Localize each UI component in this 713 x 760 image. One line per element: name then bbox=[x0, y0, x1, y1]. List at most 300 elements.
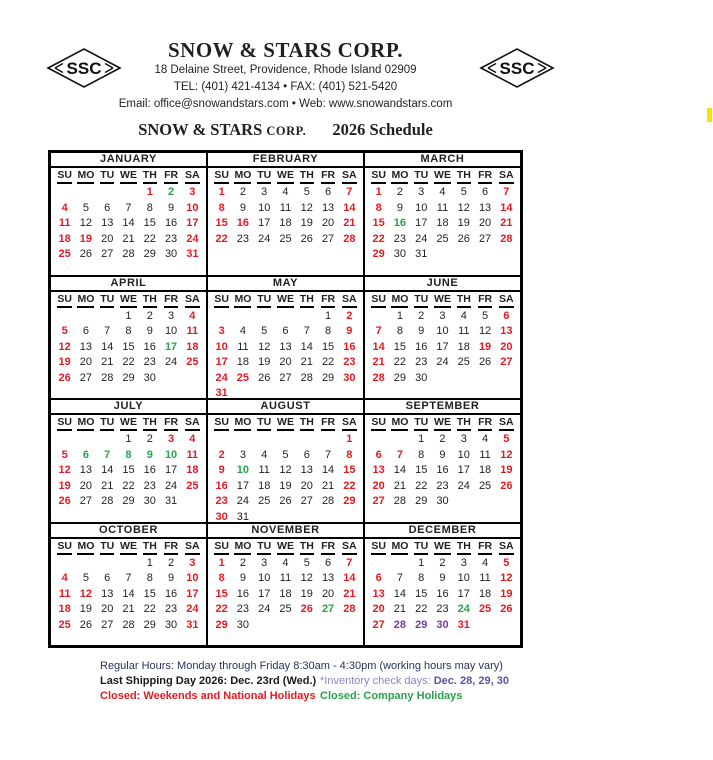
month-title: AUGUST bbox=[208, 400, 363, 415]
day-cell: 10 bbox=[415, 201, 428, 214]
weekday-label: WE bbox=[434, 540, 451, 555]
day-cell: 2 bbox=[439, 433, 446, 445]
day-cell: 11 bbox=[436, 201, 449, 214]
weekday-label: SA bbox=[342, 169, 357, 184]
day-cell: 30 bbox=[215, 510, 228, 523]
day-cell: 15 bbox=[321, 340, 335, 353]
day-cell: 26 bbox=[478, 356, 492, 368]
day-cell: 9 bbox=[239, 201, 246, 214]
weekday-label: WE bbox=[277, 540, 294, 555]
day-cell: 1 bbox=[346, 433, 353, 445]
weekday-header-row bbox=[51, 539, 206, 555]
day-cell: 22 bbox=[122, 356, 135, 368]
day-cell: 10 bbox=[258, 572, 271, 584]
day-cell: 13 bbox=[101, 217, 114, 229]
weekday-label: WE bbox=[120, 169, 137, 184]
day-cell: 21 bbox=[393, 603, 407, 615]
day-cell: 27 bbox=[321, 603, 335, 615]
day-cell: 30 bbox=[393, 248, 407, 260]
day-cell: 26 bbox=[79, 618, 93, 631]
day-cell: 18 bbox=[236, 356, 250, 368]
weekday-label: TU bbox=[414, 293, 428, 308]
day-cell: 17 bbox=[236, 479, 250, 492]
weekday-header-row bbox=[208, 539, 363, 555]
day-cell: 24 bbox=[415, 232, 428, 245]
day-cell: 18 bbox=[279, 217, 292, 229]
day-cell: 12 bbox=[457, 201, 470, 214]
day-cell: 27 bbox=[101, 618, 114, 631]
day-cell: 27 bbox=[478, 232, 492, 245]
weekday-label: SU bbox=[214, 169, 229, 184]
empty-day-cell bbox=[97, 185, 118, 201]
day-cell: 1 bbox=[218, 186, 225, 198]
day-cell: 28 bbox=[393, 618, 407, 631]
month-day-grid bbox=[365, 184, 520, 275]
day-cell: 3 bbox=[261, 556, 268, 569]
day-cell: 23 bbox=[236, 603, 250, 615]
day-cell: 3 bbox=[189, 556, 196, 569]
day-cell: 3 bbox=[460, 556, 467, 569]
day-cell: 1 bbox=[146, 556, 153, 569]
day-cell: 7 bbox=[125, 572, 132, 584]
day-cell: 23 bbox=[393, 232, 407, 245]
schedule-title-corp: CORP. bbox=[266, 124, 307, 138]
day-cell: 1 bbox=[125, 433, 132, 445]
day-cell: 12 bbox=[478, 325, 492, 337]
day-cell: 26 bbox=[300, 232, 313, 245]
day-cell: 8 bbox=[418, 572, 425, 584]
day-cell: 7 bbox=[396, 572, 403, 584]
day-cell: 18 bbox=[478, 587, 492, 600]
day-cell: 15 bbox=[122, 340, 135, 353]
day-cell: 8 bbox=[396, 325, 403, 337]
weekday-label: TH bbox=[143, 540, 157, 555]
day-cell: 1 bbox=[146, 186, 153, 198]
day-cell: 23 bbox=[436, 603, 449, 615]
month-day-grid bbox=[365, 431, 520, 522]
empty-day-cell bbox=[296, 432, 317, 448]
empty-day-cell bbox=[368, 309, 389, 325]
month-day-grid bbox=[208, 308, 363, 400]
day-cell: 20 bbox=[321, 217, 335, 229]
month-title: MAY bbox=[208, 277, 363, 292]
day-cell: 26 bbox=[500, 603, 513, 615]
day-cell: 30 bbox=[436, 495, 449, 507]
weekday-label: SU bbox=[371, 293, 386, 308]
empty-day-cell bbox=[232, 309, 253, 325]
day-cell: 12 bbox=[500, 448, 513, 461]
weekday-label: WE bbox=[120, 416, 137, 431]
month-august bbox=[207, 399, 364, 523]
weekday-label: WE bbox=[434, 416, 451, 431]
day-cell: 3 bbox=[460, 433, 467, 445]
day-cell: 25 bbox=[436, 232, 449, 245]
day-cell: 4 bbox=[482, 433, 489, 445]
day-cell: 11 bbox=[58, 587, 71, 600]
weekday-label: SA bbox=[499, 416, 514, 431]
day-cell: 1 bbox=[325, 309, 332, 322]
weekday-label: SU bbox=[371, 540, 386, 555]
weekday-label: FR bbox=[478, 169, 492, 184]
day-cell: 12 bbox=[79, 587, 93, 600]
day-cell: 10 bbox=[457, 572, 470, 584]
day-cell: 18 bbox=[478, 464, 492, 476]
empty-day-cell bbox=[254, 309, 275, 325]
day-cell: 20 bbox=[321, 587, 335, 600]
day-cell: 5 bbox=[261, 325, 268, 337]
empty-day-cell bbox=[54, 556, 75, 572]
day-cell: 30 bbox=[343, 371, 356, 384]
weekday-label: TH bbox=[457, 169, 471, 184]
weekday-label: SA bbox=[185, 540, 200, 555]
last-shipping-note: Last Shipping Day 2026: Dec. 23rd (Wed.) bbox=[100, 675, 317, 687]
day-cell: 11 bbox=[258, 464, 270, 476]
day-cell: 4 bbox=[61, 572, 68, 584]
day-cell: 19 bbox=[79, 603, 93, 615]
day-cell: 20 bbox=[279, 356, 292, 368]
day-cell: 9 bbox=[239, 572, 246, 584]
day-cell: 6 bbox=[503, 309, 510, 322]
weekday-label: MO bbox=[391, 540, 408, 555]
day-cell: 29 bbox=[372, 248, 385, 260]
month-title: OCTOBER bbox=[51, 524, 206, 539]
day-cell: 1 bbox=[375, 186, 382, 198]
empty-day-cell bbox=[275, 432, 296, 448]
weekday-label: TH bbox=[457, 293, 471, 308]
day-cell: 8 bbox=[418, 448, 425, 461]
weekday-label: TH bbox=[300, 169, 314, 184]
month-title: JULY bbox=[51, 400, 206, 415]
day-cell: 28 bbox=[101, 495, 114, 507]
weekday-label: TH bbox=[300, 540, 314, 555]
weekday-label: FR bbox=[164, 169, 178, 184]
inventory-note bbox=[320, 674, 509, 689]
day-cell: 14 bbox=[343, 201, 356, 214]
day-cell: 9 bbox=[146, 325, 153, 337]
day-cell: 23 bbox=[164, 603, 178, 615]
day-cell: 28 bbox=[300, 371, 313, 384]
day-cell: 12 bbox=[258, 340, 271, 353]
inventory-days: Dec. 28, 29, 30 bbox=[430, 675, 509, 687]
day-cell: 28 bbox=[500, 232, 513, 245]
day-cell: 5 bbox=[61, 448, 68, 461]
month-title: NOVEMBER bbox=[208, 524, 363, 539]
day-cell: 9 bbox=[168, 201, 175, 214]
day-cell: 21 bbox=[300, 356, 313, 368]
day-cell: 19 bbox=[300, 217, 313, 229]
weekday-label: SA bbox=[342, 293, 357, 308]
weekday-label: SA bbox=[185, 293, 200, 308]
empty-day-cell bbox=[211, 432, 232, 448]
svg-text:SSC: SSC bbox=[499, 59, 535, 78]
month-march bbox=[364, 152, 521, 276]
day-cell: 6 bbox=[82, 448, 89, 461]
weekday-label: TU bbox=[100, 169, 114, 184]
empty-day-cell bbox=[75, 556, 96, 572]
day-cell: 5 bbox=[303, 556, 310, 569]
day-cell: 10 bbox=[186, 201, 199, 214]
weekday-label: SA bbox=[499, 540, 514, 555]
day-cell: 4 bbox=[482, 556, 489, 569]
day-cell: 24 bbox=[258, 232, 271, 245]
day-cell: 14 bbox=[101, 340, 114, 353]
weekday-label: SU bbox=[214, 293, 229, 308]
weekday-label: WE bbox=[434, 293, 451, 308]
day-cell: 26 bbox=[279, 495, 292, 507]
day-cell: 13 bbox=[372, 587, 385, 600]
day-cell: 3 bbox=[439, 309, 446, 322]
day-cell: 21 bbox=[122, 232, 135, 245]
day-cell: 28 bbox=[372, 371, 385, 384]
day-cell: 16 bbox=[343, 340, 356, 353]
empty-day-cell bbox=[97, 432, 118, 448]
weekday-label: TU bbox=[257, 293, 271, 308]
day-cell: 5 bbox=[503, 556, 510, 569]
day-cell: 9 bbox=[418, 325, 425, 337]
day-cell: 25 bbox=[58, 618, 71, 631]
day-cell: 24 bbox=[236, 495, 250, 507]
day-cell: 31 bbox=[215, 387, 228, 399]
empty-day-cell bbox=[368, 556, 389, 572]
month-april bbox=[50, 276, 207, 400]
day-cell: 7 bbox=[303, 325, 310, 337]
day-cell: 27 bbox=[79, 495, 93, 507]
day-cell: 23 bbox=[415, 356, 428, 368]
day-cell: 11 bbox=[479, 448, 491, 461]
day-cell: 25 bbox=[186, 479, 199, 492]
day-cell: 7 bbox=[396, 448, 403, 461]
empty-day-cell bbox=[97, 556, 118, 572]
day-cell: 16 bbox=[415, 340, 428, 353]
day-cell: 19 bbox=[500, 587, 513, 600]
day-cell: 4 bbox=[282, 186, 289, 198]
day-cell: 23 bbox=[143, 479, 156, 492]
day-cell: 13 bbox=[300, 464, 313, 476]
day-cell: 21 bbox=[500, 217, 513, 229]
day-cell: 10 bbox=[236, 464, 250, 476]
day-cell: 16 bbox=[436, 464, 449, 476]
day-cell: 25 bbox=[236, 371, 250, 384]
weekday-label: WE bbox=[277, 169, 294, 184]
day-cell: 30 bbox=[164, 618, 178, 631]
month-february bbox=[207, 152, 364, 276]
day-cell: 4 bbox=[439, 186, 446, 198]
weekday-label: FR bbox=[321, 293, 335, 308]
month-title: MARCH bbox=[365, 153, 520, 168]
day-cell: 21 bbox=[343, 587, 356, 600]
day-cell: 6 bbox=[325, 186, 332, 198]
weekday-header-row bbox=[51, 168, 206, 184]
day-cell: 1 bbox=[125, 309, 132, 322]
day-cell: 8 bbox=[218, 201, 225, 214]
weekday-label: TU bbox=[100, 540, 114, 555]
day-cell: 3 bbox=[168, 309, 175, 322]
weekday-label: SA bbox=[342, 416, 357, 431]
weekday-header-row bbox=[365, 539, 520, 555]
weekday-label: TU bbox=[257, 540, 271, 555]
weekday-label: MO bbox=[77, 293, 94, 308]
day-cell: 2 bbox=[168, 186, 175, 198]
weekday-label: TH bbox=[457, 540, 471, 555]
schedule-title-company: SNOW & STARS bbox=[138, 120, 263, 139]
day-cell: 12 bbox=[58, 340, 71, 353]
empty-day-cell bbox=[75, 185, 96, 201]
day-cell: 5 bbox=[61, 325, 68, 337]
day-cell: 4 bbox=[460, 309, 467, 322]
day-cell: 24 bbox=[186, 603, 199, 615]
month-day-grid bbox=[51, 431, 206, 522]
day-cell: 31 bbox=[236, 510, 250, 523]
day-cell: 10 bbox=[436, 325, 449, 337]
day-cell: 18 bbox=[436, 217, 449, 229]
weekday-label: SU bbox=[371, 416, 386, 431]
day-cell: 15 bbox=[215, 217, 228, 229]
weekday-label: MO bbox=[234, 416, 251, 431]
day-cell: 31 bbox=[457, 618, 470, 631]
weekday-label: FR bbox=[164, 293, 178, 308]
day-cell: 5 bbox=[503, 433, 510, 445]
day-cell: 16 bbox=[143, 464, 156, 476]
day-cell: 10 bbox=[215, 340, 228, 353]
day-cell: 17 bbox=[215, 356, 228, 368]
day-cell: 27 bbox=[279, 371, 292, 384]
day-cell: 4 bbox=[189, 433, 196, 445]
day-cell: 6 bbox=[325, 556, 332, 569]
day-cell: 22 bbox=[415, 603, 428, 615]
day-cell: 17 bbox=[457, 464, 470, 476]
empty-day-cell bbox=[118, 556, 139, 572]
day-cell: 12 bbox=[300, 201, 313, 214]
day-cell: 26 bbox=[457, 232, 470, 245]
day-cell: 6 bbox=[375, 448, 382, 461]
day-cell: 12 bbox=[79, 217, 93, 229]
day-cell: 7 bbox=[503, 186, 510, 198]
day-cell: 21 bbox=[372, 356, 385, 368]
day-cell: 29 bbox=[143, 248, 156, 260]
day-cell: 13 bbox=[478, 201, 492, 214]
day-cell: 26 bbox=[300, 603, 313, 615]
day-cell: 24 bbox=[164, 479, 178, 492]
weekday-label: SU bbox=[214, 540, 229, 555]
day-cell: 22 bbox=[143, 603, 156, 615]
day-cell: 1 bbox=[418, 556, 425, 569]
weekday-label: WE bbox=[434, 169, 451, 184]
day-cell: 21 bbox=[321, 479, 335, 492]
day-cell: 19 bbox=[58, 356, 71, 368]
day-cell: 8 bbox=[346, 448, 353, 461]
empty-day-cell bbox=[118, 185, 139, 201]
weekday-label: MO bbox=[77, 416, 94, 431]
day-cell: 13 bbox=[79, 464, 93, 476]
day-cell: 14 bbox=[101, 464, 114, 476]
day-cell: 24 bbox=[186, 232, 199, 245]
empty-day-cell bbox=[75, 309, 96, 325]
weekday-label: TU bbox=[257, 416, 271, 431]
company-name: SNOW & STARS CORP. bbox=[168, 38, 403, 62]
month-title: JUNE bbox=[365, 277, 520, 292]
day-cell: 1 bbox=[218, 556, 225, 569]
day-cell: 28 bbox=[122, 248, 135, 260]
closed-national-note: Closed: Weekends and National Holidays bbox=[100, 690, 316, 702]
weekday-label: TH bbox=[143, 416, 157, 431]
day-cell: 27 bbox=[79, 371, 93, 384]
day-cell: 23 bbox=[215, 495, 228, 507]
weekday-label: TU bbox=[414, 169, 428, 184]
day-cell: 15 bbox=[143, 587, 156, 600]
day-cell: 14 bbox=[321, 464, 335, 476]
day-cell: 18 bbox=[58, 603, 71, 615]
day-cell: 15 bbox=[415, 464, 428, 476]
day-cell: 30 bbox=[415, 371, 428, 384]
day-cell: 23 bbox=[164, 232, 178, 245]
weekday-label: FR bbox=[478, 416, 492, 431]
day-cell: 25 bbox=[58, 248, 71, 260]
day-cell: 11 bbox=[186, 325, 199, 337]
day-cell: 17 bbox=[436, 340, 449, 353]
day-cell: 29 bbox=[415, 618, 428, 631]
day-cell: 20 bbox=[300, 479, 313, 492]
weekday-header-row bbox=[365, 292, 520, 308]
scan-artifact bbox=[707, 108, 712, 122]
weekday-label: MO bbox=[234, 540, 251, 555]
month-september bbox=[364, 399, 521, 523]
day-cell: 22 bbox=[143, 232, 156, 245]
day-cell: 27 bbox=[101, 248, 114, 260]
day-cell: 12 bbox=[58, 464, 71, 476]
weekday-header-row bbox=[208, 292, 363, 308]
weekday-label: WE bbox=[277, 416, 294, 431]
day-cell: 8 bbox=[218, 572, 225, 584]
ssc-diamond-logo-right bbox=[479, 46, 555, 90]
day-cell: 18 bbox=[457, 340, 470, 353]
day-cell: 13 bbox=[321, 572, 335, 584]
empty-day-cell bbox=[54, 309, 75, 325]
weekday-label: FR bbox=[164, 540, 178, 555]
empty-day-cell bbox=[296, 309, 317, 325]
day-cell: 11 bbox=[58, 217, 71, 229]
day-cell: 1 bbox=[418, 433, 425, 445]
day-cell: 29 bbox=[122, 495, 135, 507]
day-cell: 17 bbox=[186, 217, 199, 229]
day-cell: 7 bbox=[346, 186, 353, 198]
day-cell: 17 bbox=[415, 217, 428, 229]
weekday-label: FR bbox=[321, 540, 335, 555]
day-cell: 27 bbox=[500, 356, 513, 368]
day-cell: 2 bbox=[396, 186, 403, 198]
day-cell: 18 bbox=[58, 232, 71, 245]
day-cell: 3 bbox=[239, 448, 246, 461]
month-day-grid bbox=[51, 184, 206, 275]
weekday-label: TU bbox=[257, 169, 271, 184]
day-cell: 10 bbox=[164, 325, 178, 337]
day-cell: 20 bbox=[79, 356, 93, 368]
day-cell: 11 bbox=[479, 572, 491, 584]
day-cell: 31 bbox=[186, 618, 199, 631]
weekday-label: TH bbox=[143, 293, 157, 308]
day-cell: 30 bbox=[164, 248, 178, 260]
inventory-label: *Inventory check days: bbox=[320, 675, 431, 687]
day-cell: 2 bbox=[239, 556, 246, 569]
weekday-label: MO bbox=[391, 416, 408, 431]
day-cell: 9 bbox=[439, 448, 446, 461]
day-cell: 15 bbox=[415, 587, 428, 600]
day-cell: 20 bbox=[372, 603, 385, 615]
day-cell: 27 bbox=[300, 495, 313, 507]
day-cell: 10 bbox=[258, 201, 271, 214]
day-cell: 20 bbox=[372, 479, 385, 492]
day-cell: 20 bbox=[101, 232, 114, 245]
day-cell: 22 bbox=[215, 232, 228, 245]
